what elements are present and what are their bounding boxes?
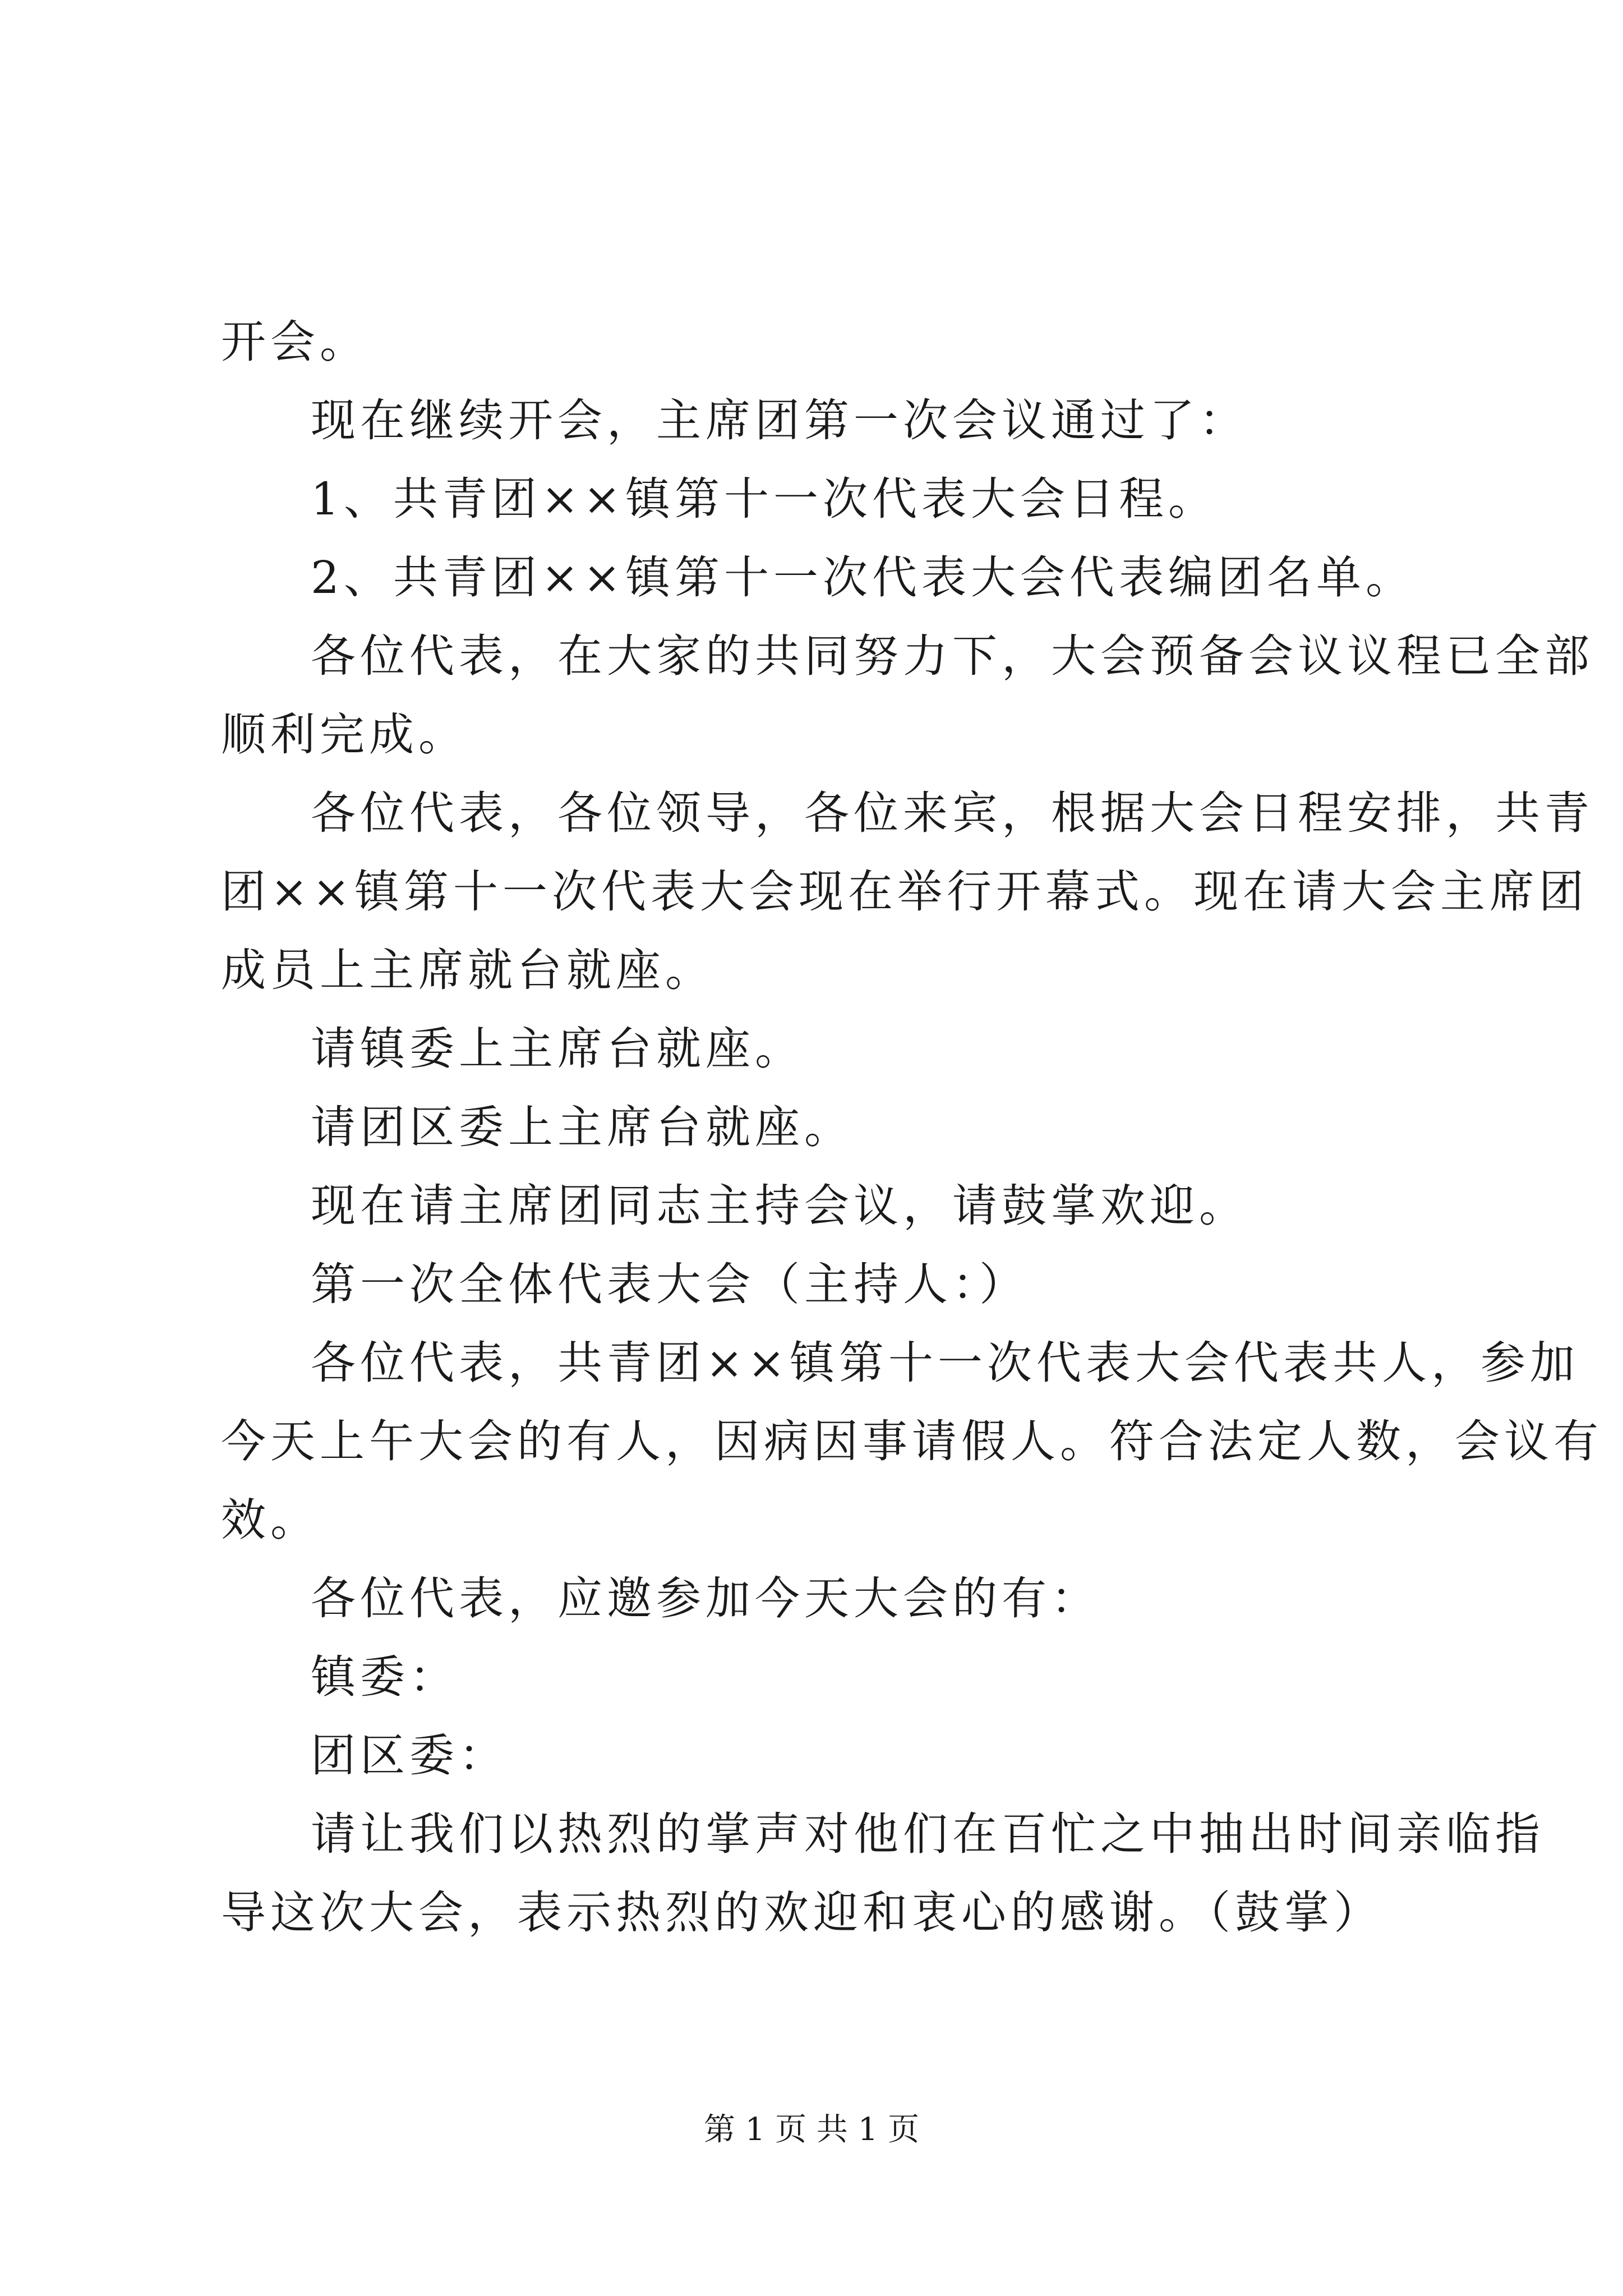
paragraph-line: 各位代表，应邀参加今天大会的有： xyxy=(311,1572,1100,1625)
paragraph-line: 团××镇第十一次代表大会现在举行开幕式。现在请大会主席团 xyxy=(221,866,1589,918)
list-item: 2、共青团××镇第十一次代表大会代表编团名单。 xyxy=(311,551,1415,604)
list-item: 1、共青团××镇第十一次代表大会日程。 xyxy=(311,473,1218,525)
paragraph-line: 请镇委上主席台就座。 xyxy=(311,1023,804,1075)
paragraph-line: 今天上午大会的有人，因病因事请假人。符合法定人数，会议有 xyxy=(221,1415,1603,1467)
paragraph-line: 开会。 xyxy=(221,316,369,368)
paragraph-line: 效。 xyxy=(221,1494,320,1546)
paragraph-line: 各位代表，各位领导，各位来宾，根据大会日程安排，共青 xyxy=(311,787,1594,839)
paragraph-line: 请团区委上主席台就座。 xyxy=(311,1101,854,1153)
page-number-footer: 第 1 页 共 1 页 xyxy=(703,2111,920,2148)
paragraph-line: 现在请主席团同志主持会议，请鼓掌欢迎。 xyxy=(311,1180,1248,1232)
paragraph-line: 现在继续开会，主席团第一次会议通过了： xyxy=(311,394,1248,447)
paragraph-line: 成员上主席就台就座。 xyxy=(221,944,714,996)
paragraph-line: 各位代表，在大家的共同努力下，大会预备会议议程已全部 xyxy=(311,630,1594,682)
paragraph-line: 请让我们以热烈的掌声对他们在百忙之中抽出时间亲临指 xyxy=(311,1808,1544,1860)
paragraph-line: 镇委： xyxy=(311,1651,459,1703)
paragraph-line: 团区委： xyxy=(311,1729,508,1782)
document-body xyxy=(221,303,1603,1952)
paragraph-line: 第一次全体代表大会（主持人：） xyxy=(311,1258,1029,1310)
paragraph-line: 顺利完成。 xyxy=(221,708,468,761)
paragraph-line: 导这次大会，表示热烈的欢迎和衷心的感谢。（鼓掌） xyxy=(221,1887,1383,1939)
paragraph-line: 各位代表，共青团××镇第十一次代表大会代表共人，参加 xyxy=(311,1337,1580,1389)
